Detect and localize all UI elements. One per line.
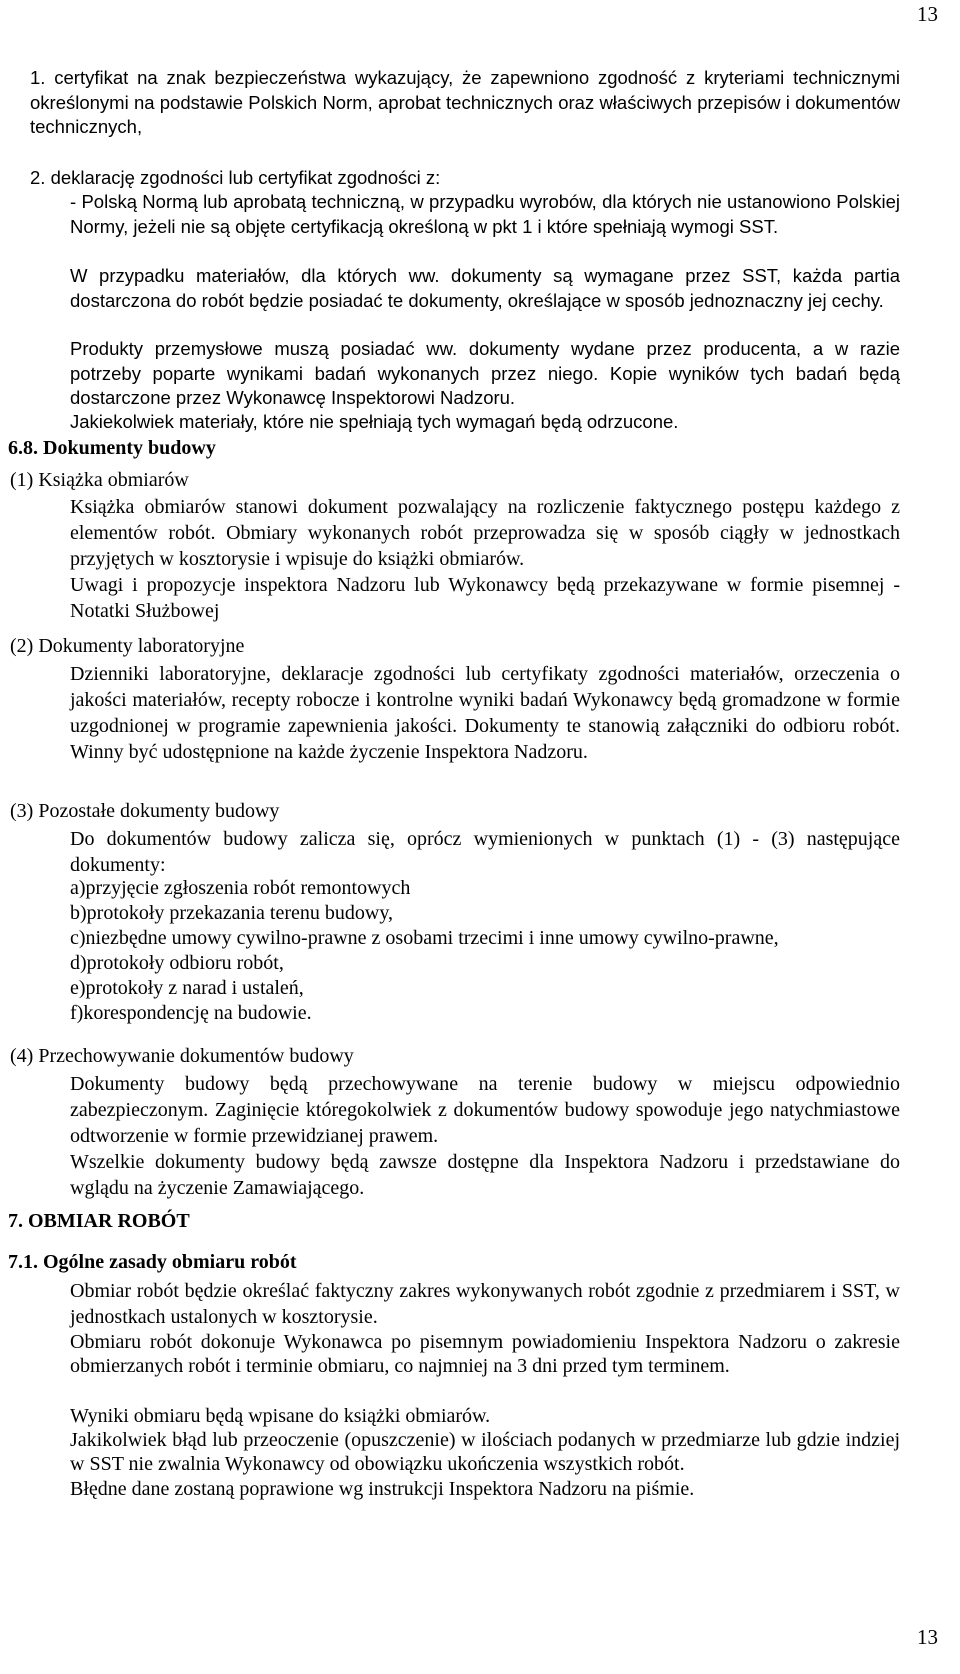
sub3-document-list [70,876,779,1026]
section-7-1-paragraph-2: Obmiaru robót dokonuje Wykonawca po pisemnym powiadomieniu Inspektora Nadzoru o zakresie obmierzanych robót i terminie obmiaru, co najmniej na 3 dni przed tym terminem. [70,1331,900,1377]
list-item: f)korespondencję na budowie. [70,1002,312,1024]
page-number-top: 13 [917,2,938,26]
sub1-paragraph-1: Książka obmiarów stanowi dokument pozwalający na rozliczenie faktycznego postępu każdego z elementów robót. Obmiary wykonanych robót przeprowadza się w sposób ciągły w jednostkach przyjętych w kosztorysie i wpisuje do książki obmiarów. [70,496,900,570]
section-7-heading: 7. OBMIAR ROBÓT [8,1210,190,1232]
sub4-paragraph-2: Wszelkie dokumenty budowy będą zawsze dostępne dla Inspektora Nadzoru i przedstawiane do wglądu na życzenie Zamawiającego. [70,1151,900,1199]
item-2-materials: W przypadku materiałów, dla których ww. dokumenty są wymagane przez SST, każda partia dostarczona do robót będzie posiadać te dokumenty, określające w sposób jednoznaczny jej cechy. [70,265,900,311]
list-item: b)protokoły przekazania terenu budowy, [70,902,394,924]
list-item: e)protokoły z narad i ustaleń, [70,977,304,999]
section-6-8-heading: 6.8. Dokumenty budowy [8,437,216,459]
section-7-1-paragraph-3: Wyniki obmiaru będą wpisane do książki obmiarów. [70,1405,491,1427]
list-item: c)niezbędne umowy cywilno-prawne z osobami trzecimi i inne umowy cywilno-prawne, [70,927,779,949]
list-item: d)protokoły odbioru robót, [70,952,284,974]
page-number-bottom: 13 [917,1625,938,1649]
section-7-1-paragraph-1: Obmiar robót będzie określać faktyczny zakres wykonywanych robót zgodnie z przedmiarem i SST, w jednostkach ustalonych w kosztorysie. [70,1280,900,1328]
sub3-title: (3) Pozostałe dokumenty budowy [10,800,280,822]
sub3-intro: Do dokumentów budowy zalicza się, oprócz wymienionych w punktach (1) - (3) następujące dokumenty: [70,828,900,876]
item-2-label: 2. deklarację zgodności lub certyfikat zgodności z: [30,167,441,188]
list-item: a)przyjęcie zgłoszenia robót remontowych [70,877,411,899]
sub2-paragraph: Dzienniki laboratoryjne, deklaracje zgodności lub certyfikaty zgodności materiałów, orzeczenia o jakości materiałów, recepty robocze i kontrolne wyniki badań Wykonawcy będą gromadzone w formie uzgodnionej w programie zapewnienia jakości. Dokumenty te stanowią załączniki do odbioru robót. Winny być udostępnione na każde życzenie Inspektora Nadzoru. [70,663,900,763]
section-7-1-paragraph-4: Jakikolwiek błąd lub przeoczenie (opuszczenie) w ilościach podanych w przedmiarze lub gdzie indziej w SST nie zwalnia Wykonawcy od obowiązku ukończenia wszystkich robót. [70,1429,900,1475]
section-7-1-heading: 7.1. Ogólne zasady obmiaru robót [8,1251,297,1273]
sub1-title: (1) Książka obmiarów [10,469,189,491]
item-2-rejected: Jakiekolwiek materiały, które nie spełniają tych wymagań będą odrzucone. [70,411,679,432]
sub4-paragraph-1: Dokumenty budowy będą przechowywane na terenie budowy w miejscu odpowiednio zabezpieczonym. Zaginięcie któregokolwiek z dokumentów budowy spowoduje jego natychmiastowe odtworzenie w formie przewidzianej prawem. [70,1073,900,1147]
sub1-paragraph-2: Uwagi i propozycje inspektora Nadzoru lub Wykonawcy będą przekazywane w formie pisemnej - Notatki Służbowej [70,574,900,622]
item-2-norm: - Polską Normą lub aprobatą techniczną, w przypadku wyrobów, dla których nie ustanowiono Polskiej Normy, jeżeli nie są objęte certyfikacją określoną w pkt 1 i które spełniają wymogi SST. [70,191,900,237]
section-7-1-paragraph-5: Błędne dane zostaną poprawione wg instrukcji Inspektora Nadzoru na piśmie. [70,1478,695,1500]
sub2-title: (2) Dokumenty laboratoryjne [10,635,245,657]
item-2-products: Produkty przemysłowe muszą posiadać ww. dokumenty wydane przez producenta, a w razie potrzeby poparte wynikami badań wykonanych przez niego. Kopie wyników tych badań będą dostarczone przez Wykonawcę Inspektorowi Nadzoru. [70,338,900,408]
sub4-title: (4) Przechowywanie dokumentów budowy [10,1045,354,1067]
item-1-certificate: 1. certyfikat na znak bezpieczeństwa wykazujący, że zapewniono zgodność z kryteriami technicznymi określonymi na podstawie Polskich Norm, aprobat technicznych oraz właściwych przepisów i dokumentów technicznych, [30,67,900,137]
